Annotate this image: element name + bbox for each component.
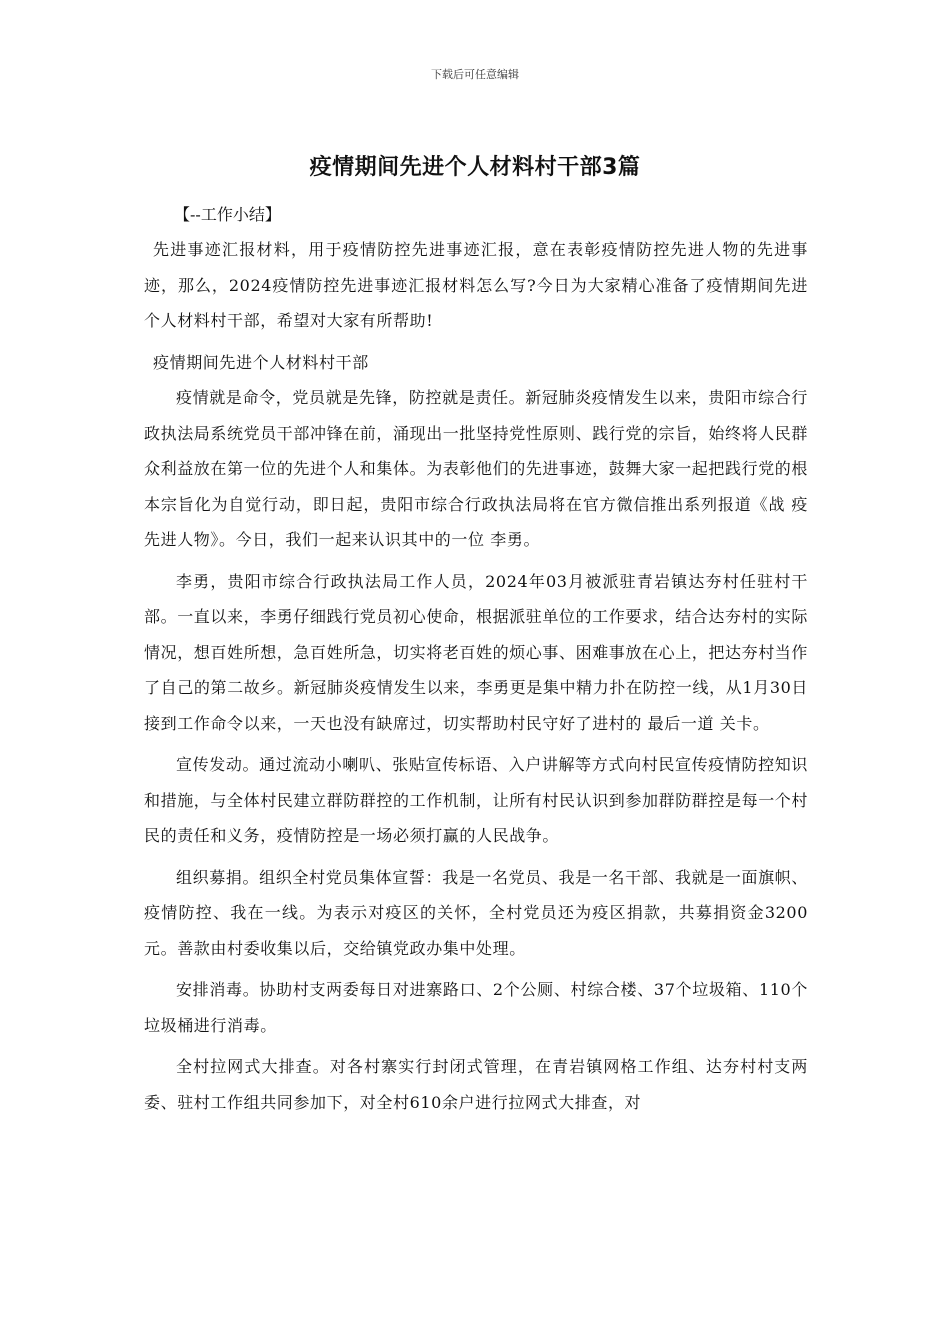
body-paragraph: 宣传发动。通过流动小喇叭、张贴宣传标语、入户讲解等方式向村民宣传疫情防控知识和措施，与全体村民建立群防群控的工作机制，让所有村民认识到参加群防群控是每一个村民的责任和义务，疫情防控是一场必须打赢的人民战争。 — [144, 755, 809, 845]
body-paragraph: 全村拉网式大排查。对各村寨实行封闭式管理，在青岩镇网格工作组、达夯村村支两委、驻村工作组共同参加下，对全村610余户进行拉网式大排查，对 — [144, 1057, 808, 1112]
intro-paragraph: 先进事迹汇报材料，用于疫情防控先进事迹汇报，意在表彰疫情防控先进人物的先进事迹，那么，2024疫情防控先进事迹汇报材料怎么写?今日为大家精心准备了疫情期间先进个人材料村干部，希望对大家有所帮助! — [144, 240, 808, 330]
body-paragraph: 安排消毒。协助村支两委每日对进寨路口、2个公厕、村综合楼、37个垃圾箱、110个垃圾桶进行消毒。 — [144, 980, 808, 1035]
document-tag: 【--工作小结】 — [174, 205, 281, 224]
body-paragraph: 李勇，贵阳市综合行政执法局工作人员，2024年03月被派驻青岩镇达夯村任驻村干部。一直以来，李勇仔细践行党员初心使命，根据派驻单位的工作要求，结合达夯村的实际情况，想百姓所想，急百姓所急，切实将老百姓的烦心事、困难事放在心上，把达夯村当作了自己的第二故乡。新冠肺炎疫情发生以来，李勇更是集中精力扑在防控一线，从1月30日接到工作命令以来，一天也没有缺席过，切实帮助村民守好了进村的 最后一道 关卡。 — [144, 571, 809, 733]
page-header-note: 下载后可任意编辑 — [431, 68, 519, 81]
document-body — [144, 232, 808, 1126]
body-paragraph: 疫情就是命令，党员就是先锋，防控就是责任。新冠肺炎疫情发生以来，贵阳市综合行政执法局系统党员干部冲锋在前，涌现出一批坚持党性原则、践行党的宗旨，始终将人民群众利益放在第一位的先进个人和集体。为表彰他们的先进事迹，鼓舞大家一起把践行党的根本宗旨化为自觉行动，即日起，贵阳市综合行政执法局将在官方微信推出系列报道《战 疫 先进人物》。今日，我们一起来认识其中的一位 李勇。 — [144, 388, 809, 549]
document-title: 疫情期间先进个人材料村干部3篇 — [309, 155, 641, 180]
section-subheading: 疫情期间先进个人材料村干部 — [153, 352, 369, 372]
body-paragraph: 组织募捐。组织全村党员集体宣誓：我是一名党员、我是一名干部、我就是一面旗帜、疫情防控、我在一线。为表示对疫区的关怀，全村党员还为疫区捐款，共募捐资金3200元。善款由村委收集以后，交给镇党政办集中处理。 — [144, 867, 808, 958]
